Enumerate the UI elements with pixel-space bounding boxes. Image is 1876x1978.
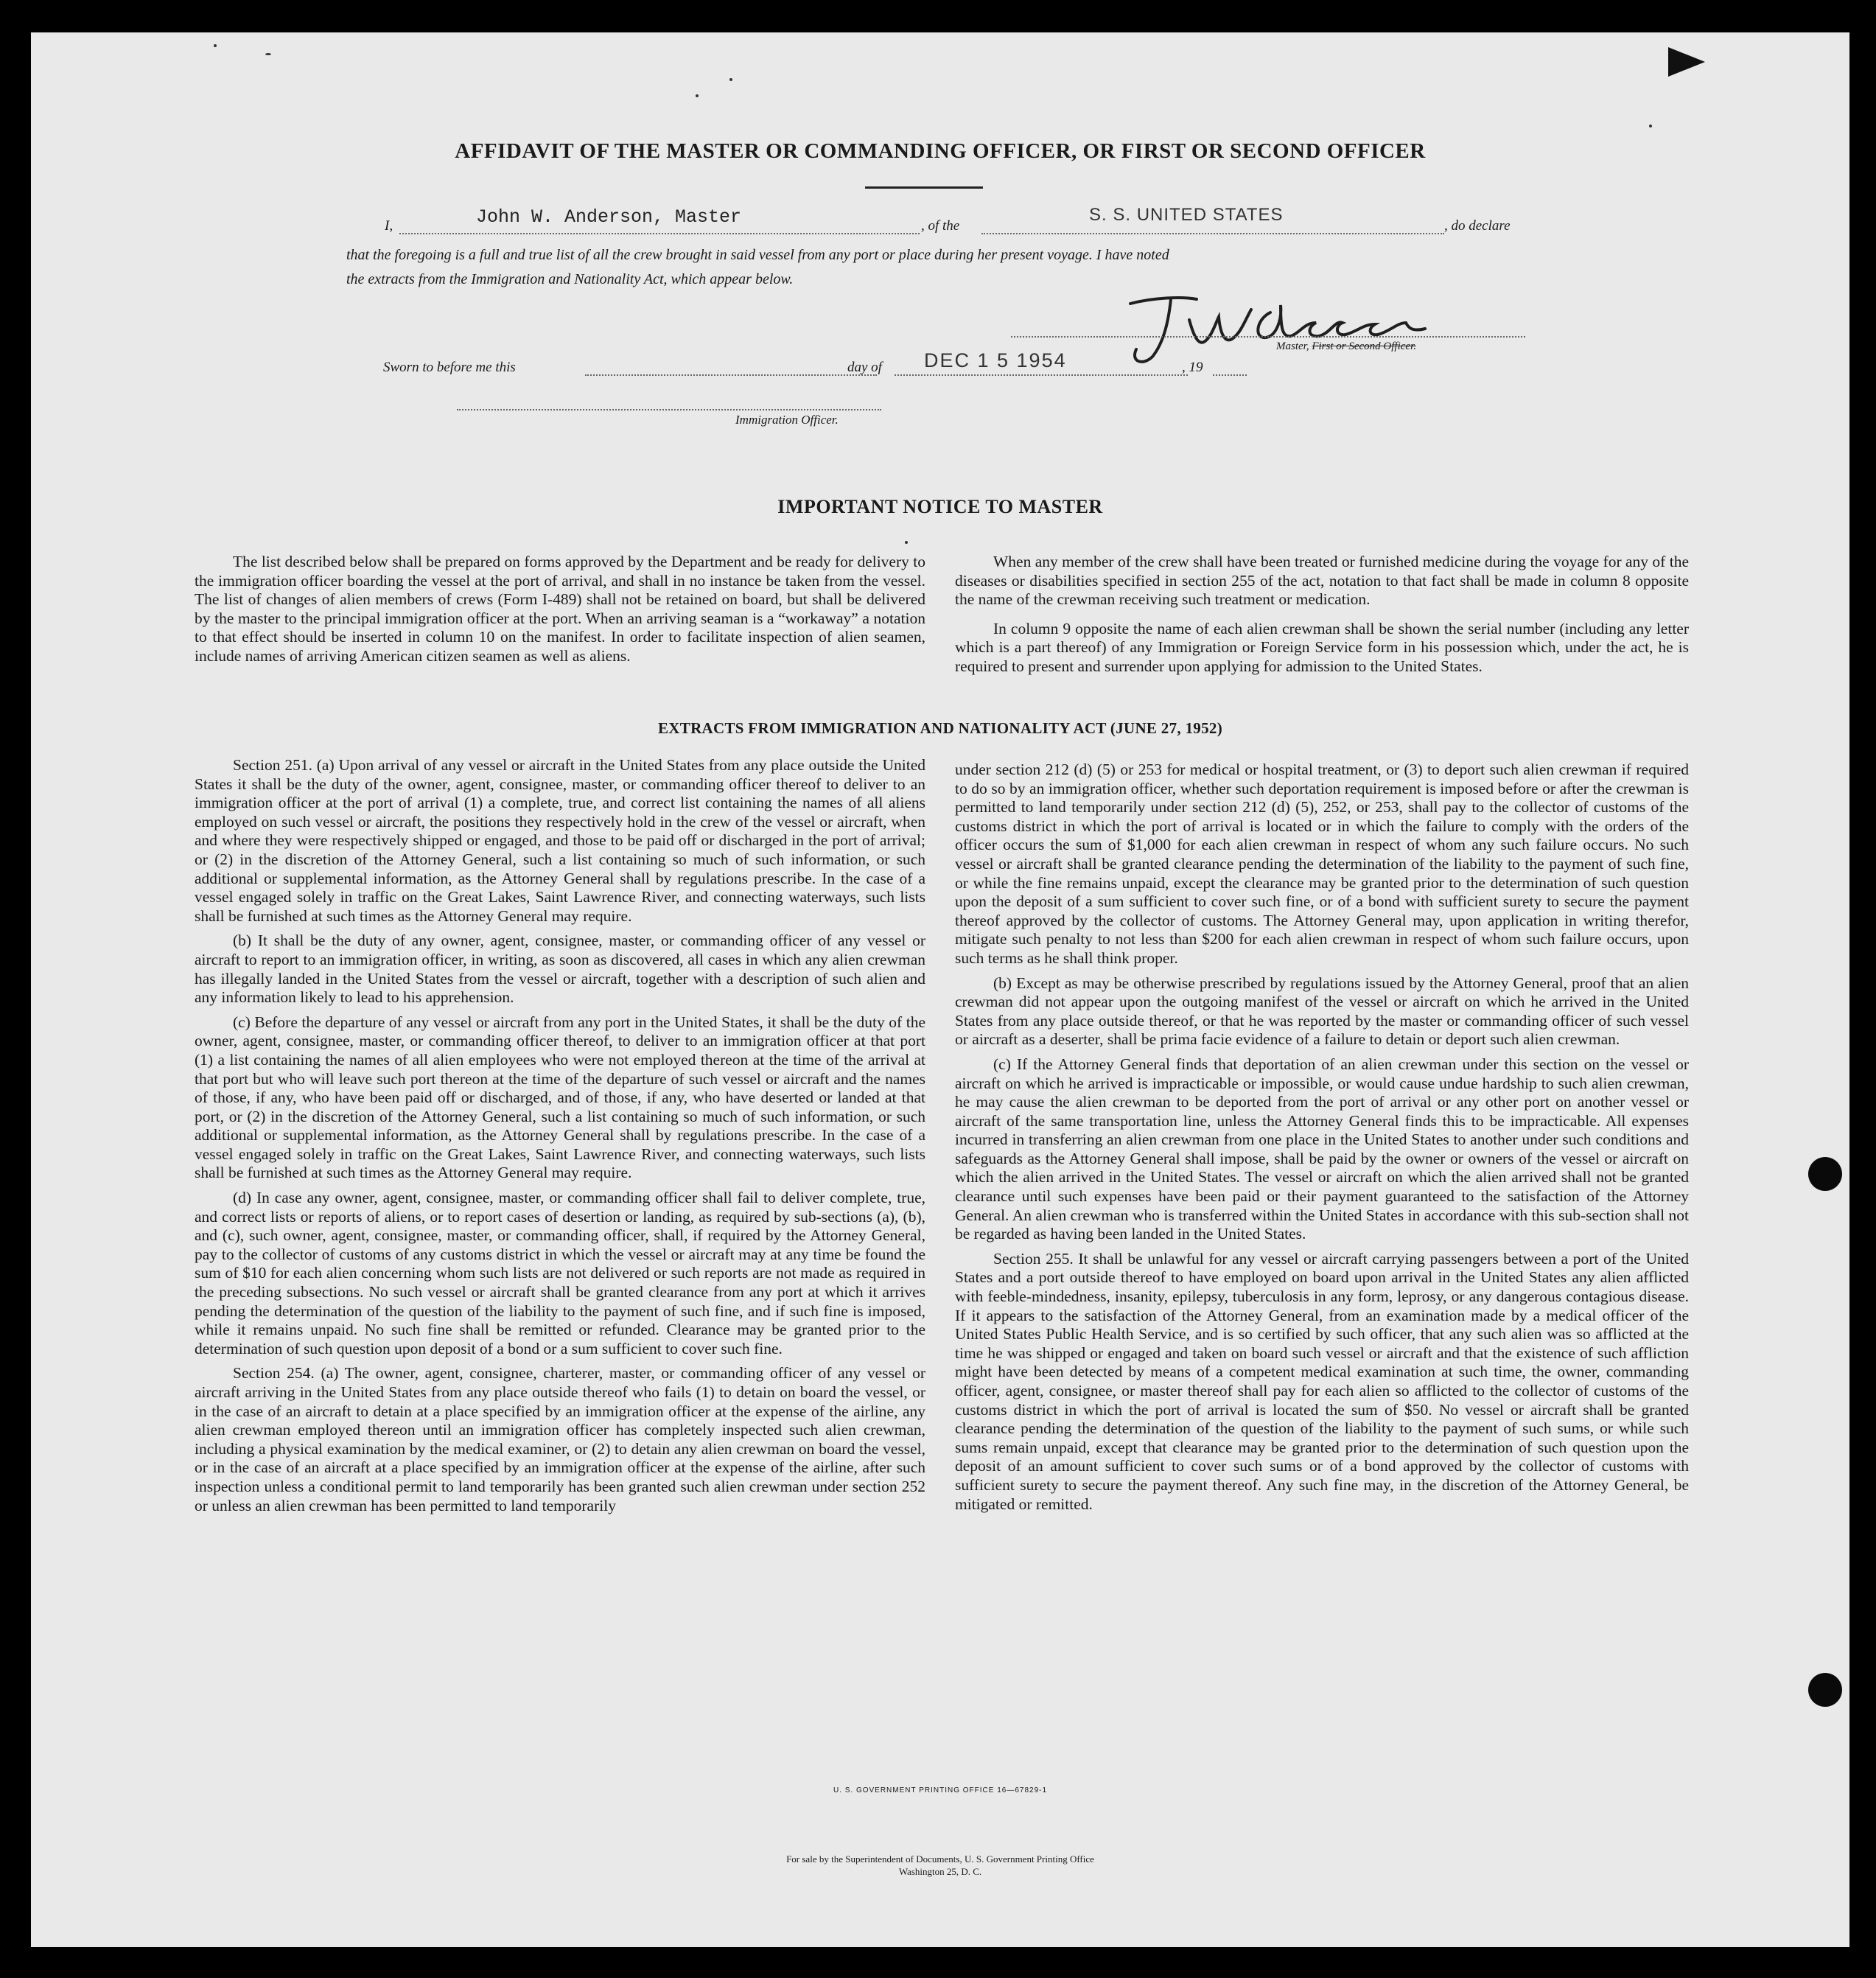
section-251-d: (d) In case any owner, agent, consignee, master, or commanding officer shall fail to deliver complete, true, and correct lists or reports of aliens, or to report cases of desertion or landing, as required by sub-sections (a), (b), and (c), such owner, agent, consignee, master, or commanding officer, shall, if required by the Attorney General, pay to the collector of customs of any customs district in which the vessel or aircraft may at any time be found the sum of $10 for each alien concerning whom such lists are not delivered or such reports are not made as required in the preceding subsections. No such vessel or aircraft shall be granted clearance from any port at which it arrives pending the determination of the question of the liability to the payment of such fine, and if such fine is imposed, while it remains unpaid. No such fine shall be remitted or refunded. Clearance may be granted prior to the determination of such question upon deposit of a bond or a sum sufficient to cover such fine. <box>195 1189 925 1357</box>
vessel-line <box>981 233 1444 234</box>
section-251-b: (b) It shall be the duty of any owner, agent, consignee, master, or commanding officer of any vessel or aircraft to report to an immigration officer, in writing, as soon as discovered, all cases in which any alien crewman has illegally landed in the United States from the vessel or aircraft, together with a description of such alien and any information likely to lead to his apprehension. <box>195 932 925 1007</box>
section-255: Section 255. It shall be unlawful for any vessel or aircraft carrying passengers between a port of the United States and a port outside thereof to have employed on board upon arrival in the United States any alien afflicted with feeble-mindedness, insanity, epilepsy, tuberculosis in any form, leprosy, or any dangerous contagious disease. If it appears to the satisfaction of the Attorney General, from an examination made by a medical officer of the United States Public Health Service, and is so certified by such officer, that any such alien was so afflicted at the time he was shipped or engaged and taken on board such vessel or aircraft and that the existence of such affliction might have been detected by means of a competent medical examination at such time, the owner, commanding officer, agent, consignee, or master thereof shall pay for each alien so afflicted to the collector of customs of the customs district in which the port of arrival is located the sum of $50. No vessel or aircraft shall be granted clearance pending the determination of the question of the liability to the payment of such sums, or while such sums remain unpaid, except that clearance may be granted prior to the determination of such question upon the deposit of an amount sufficient to cover such sums or of a bond approved by the collector of customs with sufficient surety to secure the payment thereof. Any such fine may, in the discretion of the Attorney General, be mitigated or remitted. <box>955 1249 1689 1513</box>
notice-left-paragraph: The list described below shall be prepared on forms approved by the Department and be ready for delivery to the immigration officer boarding the vessel at the port of arrival, and shall in no instance be taken from the vessel. The list of changes of alien members of crews (Form I-489) shall not be retained on board, but shall be delivered by the master to the principal immigration officer at the port. When an arriving seaman is a “workaway” a notation to that effect should be inserted in column 10 on the manifest. In order to facilitate inspection of alien seamen, include names of arriving American citizen seamen as well as aliens. <box>195 553 925 665</box>
date-line <box>895 374 1188 376</box>
section-251-c: (c) Before the departure of any vessel or aircraft from any port in the United States, it shall be the duty of the owner, agent, consignee, master, or commanding officer thereof, to deliver to an immigration officer at that port (1) a list containing the names of all alien employees who were not employed thereon at the time of the arrival at that port but who will leave such port thereon at the time of the departure of such vessel or aircraft and the names of those, if any, who have been paid off or discharged, and of those, if any, who have deserted or landed at that port, or (2) in the discretion of the Attorney General, such a list containing so much of such information, or such additional or supplemental information, as the Attorney General shall by regulations prescribe. In the case of a vessel engaged solely in traffic on the Great Lakes, Saint Lawrence River, and connecting waterways, such lists shall be furnished at such times as the Attorney General may require. <box>195 1013 925 1182</box>
section-254-c: (c) If the Attorney General finds that deportation of an alien crewman under this section on the vessel or aircraft on which he arrived is impracticable or impossible, or would cause undue hardship to such alien crewman, he may cause the alien crewman to be deported from the port of arrival or any other port on another vessel or aircraft of the same transportation line, unless the Attorney General finds this to be impracticable. All expenses incurred in transferring an alien crewman from one place in the United States to another under such conditions and safeguards as the Attorney General shall impose, shall be paid by the owner or owners of the vessel or aircraft on which the alien arrived in the United States. The vessel or aircraft on which the alien arrived shall not be granted clearance until such expenses have been paid or their payment guaranteed to the satisfaction of the Attorney General. An alien crewman who is transferred within the United States in accordance with this sub-section shall not be regarded as having been landed in the United States. <box>955 1055 1689 1243</box>
year-line <box>1213 374 1247 376</box>
corner-arrow-mark <box>1668 47 1705 77</box>
signer-caption <box>1276 340 1416 353</box>
typed-vessel-name: S. S. UNITED STATES <box>1089 205 1284 225</box>
date-stamp: DEC 1 5 1954 <box>924 349 1067 371</box>
of-the-label: , of the <box>921 218 960 234</box>
notice-right-paragraph-1: When any member of the crew shall have been treated or furnished medicine during the voyage for any of the diseases or disabilities specified in section 255 of the act, notation to that fact shall be made in column 8 opposite the name of the crewman receiving such treatment or medication. <box>955 553 1689 609</box>
punch-hole-top <box>1808 1157 1842 1191</box>
typed-master-name: John W. Anderson, Master <box>476 206 742 228</box>
do-declare-label: , do declare <box>1444 218 1511 234</box>
section-254-a-continued: under section 212 (d) (5) or 253 for medical or hospital treatment, or (3) to deport such alien crewman if required to do so by an immigration officer, whether such deportation requirement is imposed before or after the crewman is permitted to land temporarily under section 212 (d) (5), 252, or 253, shall pay to the collector of customs of the customs district in which the port of arrival is located or in which the failure to comply with the orders of the officer occurs the sum of $1,000 for each alien crewman in respect of whom any such failure occurs. No such vessel or aircraft shall be granted clearance pending the determination of the liability to the payment of such fine, or while the fine remains unpaid, except the clearance may be granted prior to the determination of such question upon the deposit of a sum sufficient to cover such fine, or of a bond with sufficient surety to secure the payment thereof approved by the collector of customs. The Attorney General may, upon application in writing therefor, mitigate such penalty to not less than $200 for each alien crewman in respect of whom such failure occurs, upon such terms as he shall think proper. <box>955 761 1689 967</box>
extracts-right-column <box>955 761 1689 1520</box>
officer-signature-line <box>457 409 881 410</box>
officer-caption: Immigration Officer. <box>735 413 839 427</box>
title-divider <box>865 186 983 189</box>
sale-notice <box>31 1853 1849 1878</box>
declaration-line-1: that the foregoing is a full and true list of all the crew brought in said vessel from any port or place during her present voyage. I have noted <box>346 247 1169 263</box>
notice-right-column <box>955 553 1689 682</box>
signature-line <box>1011 336 1525 338</box>
extracts-left-column <box>195 756 925 1521</box>
handwritten-signature <box>1101 290 1447 371</box>
day-of-label: day of <box>847 360 882 375</box>
signer-caption-master: Master, <box>1276 340 1309 352</box>
name-line <box>399 233 920 234</box>
declaration-line-2: the extracts from the Immigration and Nationality Act, which appear below. <box>346 271 794 287</box>
punch-hole-bottom <box>1808 1673 1842 1707</box>
notice-right-paragraph-2: In column 9 opposite the name of each alien crewman shall be shown the serial number (including any letter which is a part thereof) of any Immigration or Foreign Service form in his possession which, under the act, he is required to present and surrender upon applying for admission to the United States. <box>955 619 1689 675</box>
section-251-a: Section 251. (a) Upon arrival of any vessel or aircraft in the United States from any place outside the United States it shall be the duty of the owner, agent, consignee, master, or commanding officer thereof to deliver to an immigration officer at the port of arrival (1) a complete, true, and correct list containing the names of all aliens employed on such vessel or aircraft, the positions they respectively hold in the crew of the vessel or aircraft, when and where they were respectively shipped or engaged, and those to be paid off or discharged in the port of arrival; or (2) in the discretion of the Attorney General, such a list containing so much of such information, or such additional or supplemental information, as the Attorney General shall by regulations prescribe. In the case of a vessel engaged solely in traffic on the Great Lakes, Saint Lawrence River, and connecting waterways, such lists shall be furnished at such times as the Attorney General may require. <box>195 756 925 925</box>
affidavit-title: AFFIDAVIT OF THE MASTER OR COMMANDING OFFICER, OR FIRST OR SECOND OFFICER <box>455 139 1426 163</box>
notice-heading: IMPORTANT NOTICE TO MASTER <box>777 496 1103 517</box>
section-254-b: (b) Except as may be otherwise prescribed by regulations issued by the Attorney General, proof that an alien crewman did not appear upon the outgoing manifest of the vessel or aircraft on which he arrived in the United States from any place outside thereof, or that he was reported by the master or commanding officer of such vessel or aircraft as a deserter, shall be prima facie evidence of a failure to detain or deport such alien crewman. <box>955 974 1689 1049</box>
section-254-a: Section 254. (a) The owner, agent, consignee, charterer, master, or commanding officer of any vessel or aircraft arriving in the United States from any place outside thereof who fails (1) to detain on board the vessel, or in the case of an aircraft to detain at a place specified by an immigration officer at the expense of the airline, any alien crewman employed thereon until an immigration officer has completely inspected such alien crewman, including a physical examination by the medical examiner, or (2) to detain any alien crewman on board the vessel, or in the case of an aircraft at a place specified by an immigration officer at the expense of the airline, after such inspection unless a conditional permit to land temporarily has been granted such alien crewman under section 252 or unless an alien crewman has been permitted to land temporarily <box>195 1364 925 1514</box>
year-label: , 19 <box>1182 360 1203 375</box>
printing-office-line: U. S. GOVERNMENT PRINTING OFFICE 16—67829-1 <box>833 1786 1048 1794</box>
sale-line-2: Washington 25, D. C. <box>898 1866 982 1877</box>
i-prefix: I, <box>385 218 393 234</box>
notice-left-column <box>195 553 925 672</box>
sworn-day-line <box>585 374 877 376</box>
signer-caption-struck: First or Second Officer. <box>1312 340 1416 352</box>
extracts-heading: EXTRACTS FROM IMMIGRATION AND NATIONALITY ACT (JUNE 27, 1952) <box>658 719 1222 737</box>
document-page <box>31 32 1849 1947</box>
sale-line-1: For sale by the Superintendent of Documents, U. S. Government Printing Office <box>786 1853 1094 1865</box>
sworn-label: Sworn to before me this <box>383 360 516 375</box>
